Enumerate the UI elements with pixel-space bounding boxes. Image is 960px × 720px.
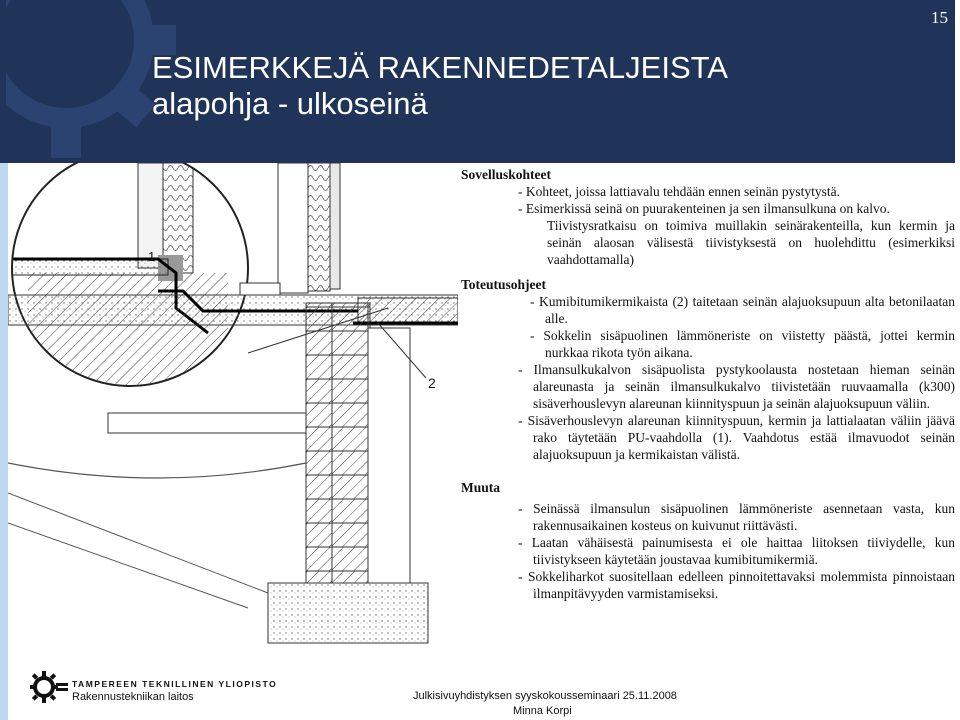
text-column xyxy=(461,166,955,610)
list-item: - Sokkelin sisäpuolinen lämmöneriste on viistetty päästä, jottei kermin nurkkaa rikota työn aikana. xyxy=(530,328,955,360)
footer-department: Rakennustekniikan laitos xyxy=(72,691,194,703)
list-item: - Sisäverhouslevyn alareunan kiinnityspuun, kermin ja lattialaatan väliin jäävä rako täytetään PU-vaahdolla (1). Vaahdotus estää ilmavuodot seinän alajuoksupuun ja kermikaistan välistä. xyxy=(518,413,955,462)
slide-title-line-1: ESIMERKKEJÄ RAKENNEDETALJEISTA xyxy=(152,50,728,85)
callout-2: 2 xyxy=(428,375,436,391)
section-heading: Sovelluskohteet xyxy=(461,167,552,182)
section-muuta xyxy=(461,479,955,602)
university-logo-icon xyxy=(30,670,70,704)
list-item: - Esimerkissä seinä on puurakenteinen ja sen ilmansulkuna on kalvo. xyxy=(518,201,890,216)
list-item: - Ilmansulkukalvon sisäpuolista pystykoolausta nostetaan hieman seinän alareunasta ja seinän ilmansulkukalvo tiivistetään ruuvaamalla (k300) sisäverhouslevyn alareunan kiinnityspuun ja seinän alajuoksupuun väliin. xyxy=(518,362,955,411)
list-item: Tiivistysratkaisu on toimiva muillakin seinärakenteilla, kun kermin ja seinän alaosan välisestä tiivistyksestä on huolehdittu (esimerkiksi vaahdottamalla) xyxy=(547,218,955,267)
construction-detail-drawing xyxy=(8,163,458,653)
list-item: - Kohteet, joissa lattiavalu tehdään ennen seinän pystytystä. xyxy=(518,184,841,199)
page-number: 15 xyxy=(931,8,948,27)
section-sovelluskohteet xyxy=(461,166,955,268)
list-item: - Kumibitumikermikaista (2) taitetaan seinän alajuoksupuun alta betonilaatan alle. xyxy=(530,294,955,326)
list-item: - Sokkeliharkot suositellaan edelleen pinnoitettavaksi molemmista pinnoistaan ilmanpitävyyden varmistamiseksi. xyxy=(518,569,955,601)
footer-university: TAMPEREEN TEKNILLINEN YLIOPISTO xyxy=(72,679,278,689)
section-heading: Muuta xyxy=(461,480,501,495)
slide-title-line-2: alapohja - ulkoseinä xyxy=(152,86,428,121)
list-item: - Laatan vähäisestä painumisesta ei ole haittaa liitoksen tiiviydelle, kun tiivistykseen käytetään joustavaa kumibitumikermiä. xyxy=(518,535,955,567)
footer-event: Julkisivuyhdistyksen syyskokousseminaari 25.11.2008 xyxy=(413,690,677,702)
section-toteutusohjeet xyxy=(461,276,955,463)
callout-1: 1 xyxy=(148,249,156,264)
footer-author: Minna Korpi xyxy=(513,705,572,717)
list-item: - Seinässä ilmansulun sisäpuolinen lämmöneriste asennetaan vasta, kun rakennusaikainen kosteus on kuivunut riittävästi. xyxy=(518,501,955,533)
left-accent-strip xyxy=(0,163,8,720)
section-heading: Toteutusohjeet xyxy=(461,277,547,292)
